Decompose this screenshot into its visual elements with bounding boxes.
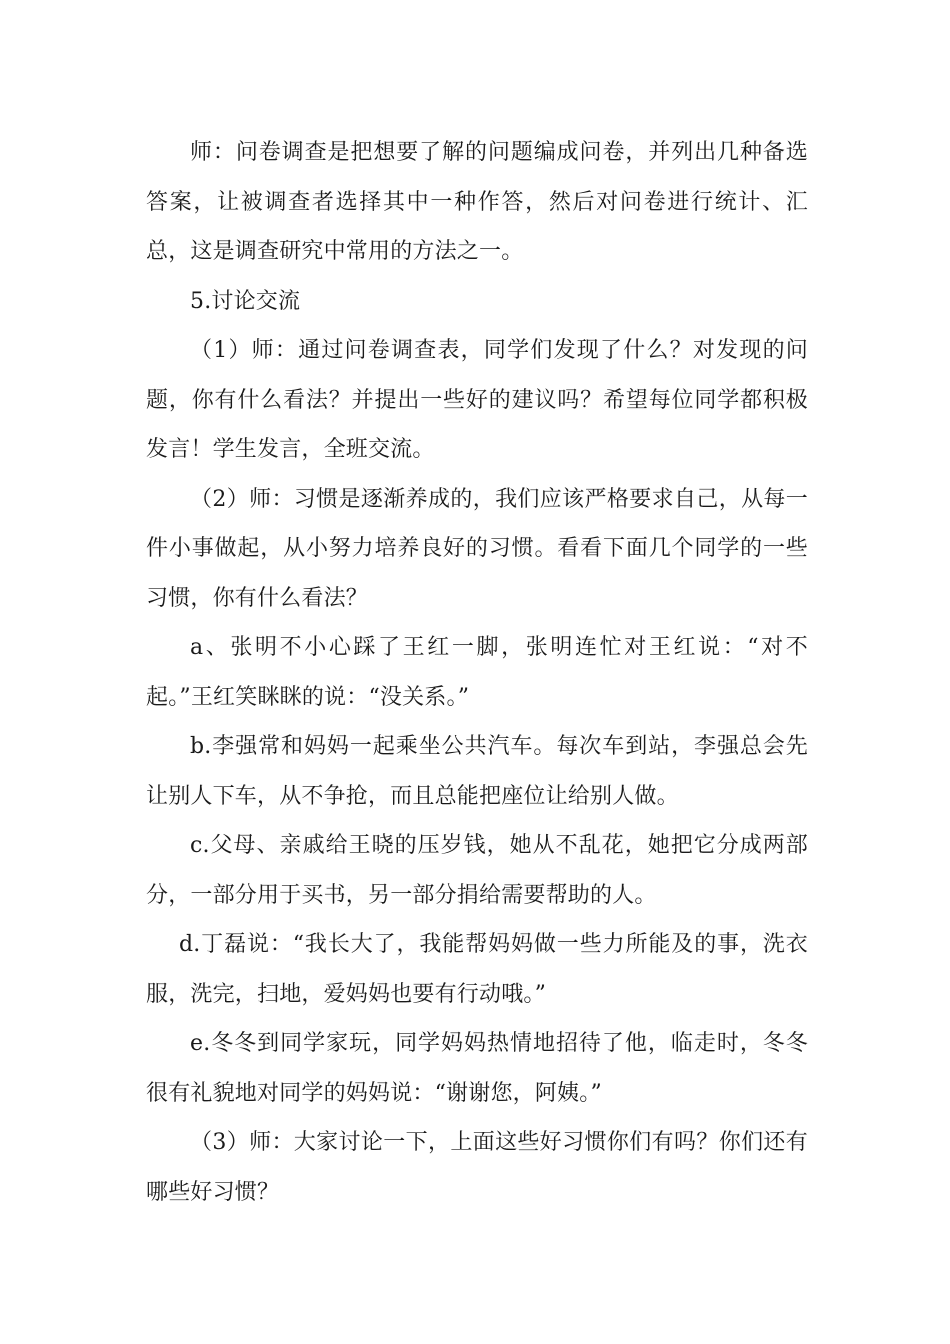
paragraph-discussion-1: （1）师：通过问卷调查表，同学们发现了什么？对发现的问题，你有什么看法？并提出一些好的建议吗？希望每位同学都积极发言！学生发言，全班交流。 [146,338,808,462]
paragraph-example-a: a、张明不小心踩了王红一脚，张明连忙对王红说：“对不起。”王红笑眯眯的说：“没关系。” [146,635,808,710]
paragraph-example-b: b.李强常和妈妈一起乘坐公共汽车。每次车到站，李强总会先让别人下车，从不争抢，而且总能把座位让给别人做。 [146,734,808,809]
paragraph-example-e: e.冬冬到同学家玩，同学妈妈热情地招待了他，临走时，冬冬很有礼貌地对同学的妈妈说：“谢谢您，阿姨。” [146,1031,808,1106]
paragraph-questionnaire-intro: 师：问卷调查是把想要了解的问题编成问卷，并列出几种备选答案，让被调查者选择其中一种作答，然后对问卷进行统计、汇总，这是调查研究中常用的方法之一。 [146,140,808,264]
section-heading-discussion: 5.讨论交流 [190,288,301,314]
paragraph-discussion-3: （3）师：大家讨论一下，上面这些好习惯你们有吗？你们还有哪些好习惯？ [146,1130,808,1205]
paragraph-example-c: c.父母、亲戚给王晓的压岁钱，她从不乱花，她把它分成两部分，一部分用于买书，另一部分捐给需要帮助的人。 [146,833,808,908]
paragraph-discussion-2: （2）师：习惯是逐渐养成的，我们应该严格要求自己，从每一件小事做起，从小努力培养良好的习惯。看看下面几个同学的一些习惯，你有什么看法？ [146,486,808,611]
paragraph-example-d: d.丁磊说：“我长大了，我能帮妈妈做一些力所能及的事，洗衣服，洗完，扫地，爱妈妈也要有行动哦。” [146,932,808,1007]
document-body [146,128,808,1217]
